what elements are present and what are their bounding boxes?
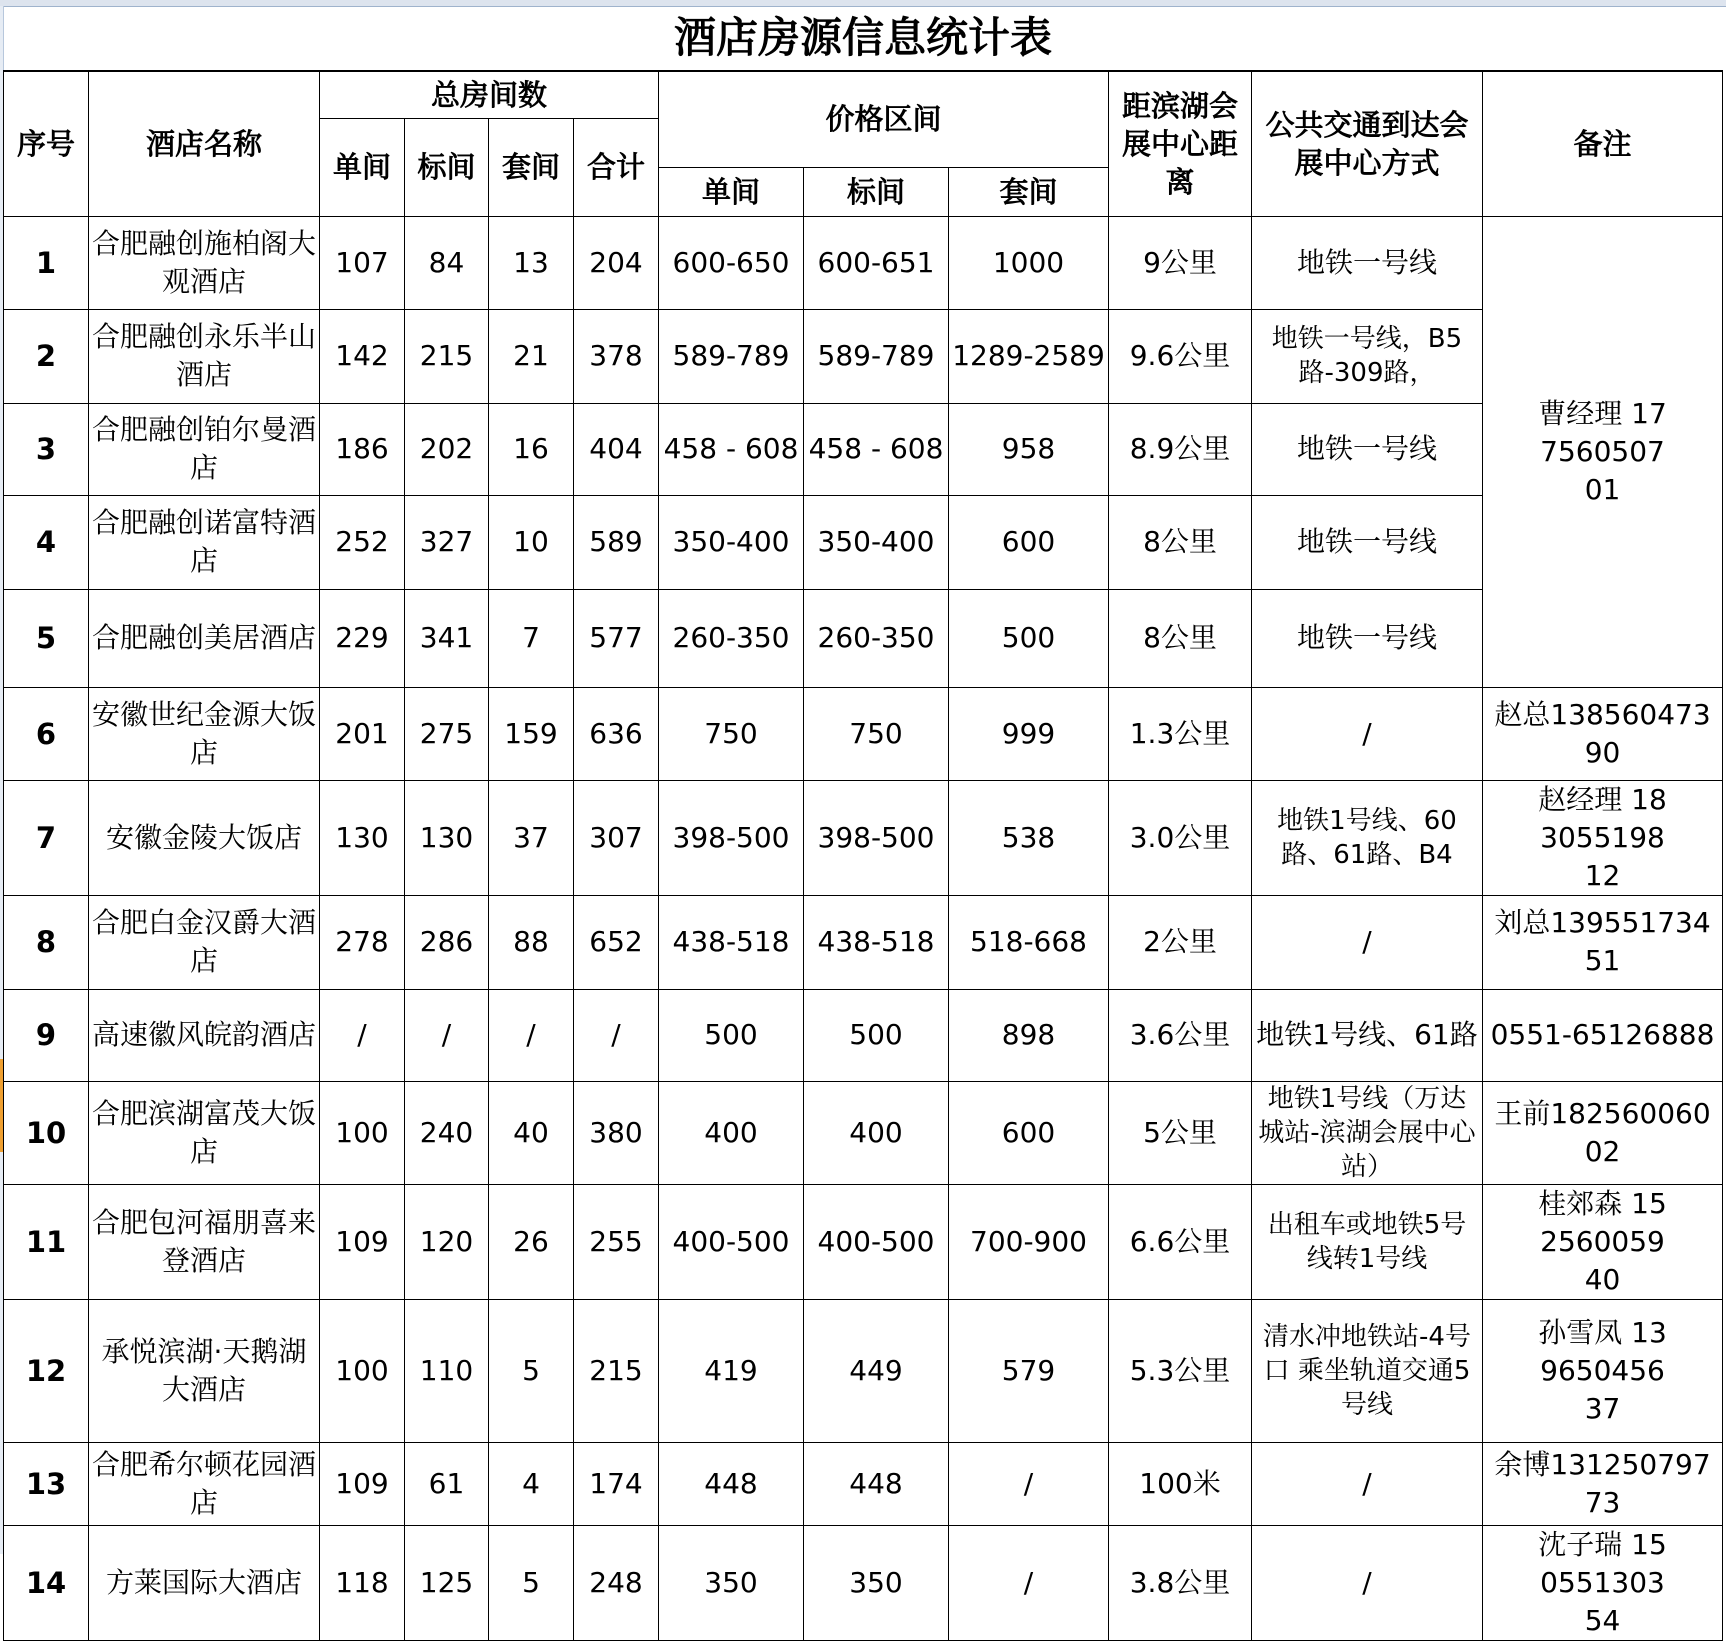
cell-transit[interactable]: 地铁一号线 (1252, 589, 1483, 687)
cell-rooms-standard[interactable]: 327 (405, 495, 489, 589)
table-row (4, 780, 1723, 895)
cell-rooms-standard[interactable]: 120 (405, 1184, 489, 1299)
table-row (4, 1442, 1723, 1525)
cell-transit[interactable]: 地铁1号线、60路、61路、B4 (1252, 780, 1483, 895)
cell-rooms-total[interactable]: 204 (574, 216, 659, 309)
cell-price-suite[interactable]: 999 (949, 687, 1109, 780)
cell-rooms-suite[interactable]: 159 (489, 687, 574, 780)
cell-seq[interactable]: 4 (4, 495, 89, 589)
cell-price-suite[interactable]: 500 (949, 589, 1109, 687)
cell-distance[interactable]: 9公里 (1109, 216, 1252, 309)
cell-distance[interactable]: 8.9公里 (1109, 403, 1252, 495)
cell-price-suite[interactable]: / (949, 1442, 1109, 1525)
table-row (4, 1184, 1723, 1299)
cell-rooms-total[interactable]: 652 (574, 895, 659, 989)
table-title: 酒店房源信息统计表 (4, 6, 1723, 71)
cell-rooms-single[interactable]: 142 (320, 309, 405, 403)
cell-rooms-standard[interactable]: 110 (405, 1299, 489, 1442)
cell-rooms-single[interactable]: 229 (320, 589, 405, 687)
table-row (4, 1081, 1723, 1184)
header-price-single[interactable]: 单间 (659, 167, 804, 216)
cell-price-single[interactable]: 400-500 (659, 1184, 804, 1299)
cell-note[interactable]: 0551-65126888 (1483, 989, 1723, 1081)
hotel-statistics-table (3, 6, 1723, 1641)
cell-rooms-single[interactable]: 252 (320, 495, 405, 589)
cell-price-suite[interactable]: / (949, 1525, 1109, 1640)
table-row (4, 1525, 1723, 1640)
cell-hotel-name[interactable]: 合肥融创美居酒店 (89, 589, 320, 687)
cell-rooms-total[interactable]: 307 (574, 780, 659, 895)
cell-price-suite[interactable]: 538 (949, 780, 1109, 895)
cell-rooms-standard[interactable]: / (405, 989, 489, 1081)
cell-rooms-suite[interactable]: 16 (489, 403, 574, 495)
cell-rooms-suite[interactable]: 88 (489, 895, 574, 989)
cell-rooms-total[interactable]: 378 (574, 309, 659, 403)
cell-rooms-total[interactable]: 636 (574, 687, 659, 780)
cell-hotel-name[interactable]: 合肥融创永乐半山酒店 (89, 309, 320, 403)
header-total-rooms[interactable]: 总房间数 (320, 71, 659, 118)
cell-transit[interactable]: 地铁一号线，B5路-309路， (1252, 309, 1483, 403)
cell-rooms-suite[interactable]: / (489, 989, 574, 1081)
cell-rooms-standard[interactable]: 286 (405, 895, 489, 989)
cell-rooms-single[interactable]: 100 (320, 1081, 405, 1184)
cell-note[interactable]: 孙雪凤 13965045637 (1483, 1299, 1723, 1442)
cell-price-standard[interactable]: 600-651 (804, 216, 949, 309)
cell-price-single[interactable]: 438-518 (659, 895, 804, 989)
cell-price-standard[interactable]: 750 (804, 687, 949, 780)
cell-price-suite[interactable]: 898 (949, 989, 1109, 1081)
cell-note[interactable]: 余博13125079773 (1483, 1442, 1723, 1525)
cell-price-single[interactable]: 419 (659, 1299, 804, 1442)
cell-rooms-single[interactable]: 109 (320, 1184, 405, 1299)
cell-seq[interactable]: 6 (4, 687, 89, 780)
cell-rooms-suite[interactable]: 7 (489, 589, 574, 687)
cell-price-single[interactable]: 398-500 (659, 780, 804, 895)
cell-price-standard[interactable]: 400-500 (804, 1184, 949, 1299)
cell-price-single[interactable]: 589-789 (659, 309, 804, 403)
cell-rooms-standard[interactable]: 341 (405, 589, 489, 687)
cell-rooms-single[interactable]: / (320, 989, 405, 1081)
cell-rooms-total[interactable]: / (574, 989, 659, 1081)
cell-hotel-name[interactable]: 安徽金陵大饭店 (89, 780, 320, 895)
table-row (4, 1299, 1723, 1442)
cell-seq[interactable]: 1 (4, 216, 89, 309)
cell-hotel-name[interactable]: 高速徽风皖韵酒店 (89, 989, 320, 1081)
cell-distance[interactable]: 5.3公里 (1109, 1299, 1252, 1442)
cell-seq[interactable]: 10 (4, 1081, 89, 1184)
cell-seq[interactable]: 5 (4, 589, 89, 687)
cell-seq[interactable]: 14 (4, 1525, 89, 1640)
cell-price-standard[interactable]: 500 (804, 989, 949, 1081)
cell-price-standard[interactable]: 398-500 (804, 780, 949, 895)
cell-hotel-name[interactable]: 合肥包河福朋喜来登酒店 (89, 1184, 320, 1299)
cell-price-suite[interactable]: 1289-2589 (949, 309, 1109, 403)
cell-rooms-suite[interactable]: 5 (489, 1525, 574, 1640)
cell-price-standard[interactable]: 400 (804, 1081, 949, 1184)
cell-distance[interactable]: 3.0公里 (1109, 780, 1252, 895)
cell-rooms-total[interactable]: 577 (574, 589, 659, 687)
cell-transit[interactable]: / (1252, 895, 1483, 989)
cell-price-single[interactable]: 350-400 (659, 495, 804, 589)
cell-distance[interactable]: 5公里 (1109, 1081, 1252, 1184)
cell-note[interactable]: 赵经理 18305519812 (1483, 780, 1723, 895)
active-row-marker (0, 1059, 3, 1152)
cell-hotel-name[interactable]: 安徽世纪金源大饭店 (89, 687, 320, 780)
cell-transit[interactable]: 地铁1号线、61路 (1252, 989, 1483, 1081)
cell-rooms-single[interactable]: 278 (320, 895, 405, 989)
header-price-standard[interactable]: 标间 (804, 167, 949, 216)
cell-seq[interactable]: 8 (4, 895, 89, 989)
header-seq[interactable]: 序号 (4, 71, 89, 216)
cell-price-suite[interactable]: 958 (949, 403, 1109, 495)
cell-rooms-suite[interactable]: 26 (489, 1184, 574, 1299)
cell-rooms-single[interactable]: 107 (320, 216, 405, 309)
cell-rooms-standard[interactable]: 130 (405, 780, 489, 895)
cell-price-standard[interactable]: 458 - 608 (804, 403, 949, 495)
cell-price-single[interactable]: 400 (659, 1081, 804, 1184)
cell-price-standard[interactable]: 350-400 (804, 495, 949, 589)
cell-distance[interactable]: 3.6公里 (1109, 989, 1252, 1081)
cell-distance[interactable]: 9.6公里 (1109, 309, 1252, 403)
cell-seq[interactable]: 9 (4, 989, 89, 1081)
cell-rooms-total[interactable]: 248 (574, 1525, 659, 1640)
cell-price-suite[interactable]: 700-900 (949, 1184, 1109, 1299)
cell-rooms-single[interactable]: 118 (320, 1525, 405, 1640)
cell-distance[interactable]: 3.8公里 (1109, 1525, 1252, 1640)
cell-price-single[interactable]: 448 (659, 1442, 804, 1525)
cell-rooms-total[interactable]: 174 (574, 1442, 659, 1525)
cell-hotel-name[interactable]: 合肥希尔顿花园酒店 (89, 1442, 320, 1525)
cell-seq[interactable]: 12 (4, 1299, 89, 1442)
table-row (4, 589, 1723, 687)
cell-rooms-suite[interactable]: 40 (489, 1081, 574, 1184)
cell-rooms-single[interactable]: 186 (320, 403, 405, 495)
cell-hotel-name[interactable]: 方莱国际大酒店 (89, 1525, 320, 1640)
cell-note[interactable]: 赵总13856047390 (1483, 687, 1723, 780)
cell-note[interactable]: 桂郊森 15256005940 (1483, 1184, 1723, 1299)
cell-price-standard[interactable]: 438-518 (804, 895, 949, 989)
cell-distance[interactable]: 100米 (1109, 1442, 1252, 1525)
cell-hotel-name[interactable]: 合肥融创诺富特酒店 (89, 495, 320, 589)
cell-rooms-single[interactable]: 130 (320, 780, 405, 895)
cell-price-single[interactable]: 750 (659, 687, 804, 780)
cell-rooms-standard[interactable]: 215 (405, 309, 489, 403)
cell-transit[interactable]: / (1252, 687, 1483, 780)
header-distance[interactable]: 距滨湖会展中心距离 (1109, 71, 1252, 216)
header-price-range[interactable]: 价格区间 (659, 71, 1109, 167)
table-row (4, 687, 1723, 780)
cell-rooms-total[interactable]: 215 (574, 1299, 659, 1442)
header-hotel-name[interactable]: 酒店名称 (89, 71, 320, 216)
cell-rooms-standard[interactable]: 240 (405, 1081, 489, 1184)
cell-rooms-suite[interactable]: 21 (489, 309, 574, 403)
cell-hotel-name[interactable]: 合肥白金汉爵大酒店 (89, 895, 320, 989)
cell-rooms-standard[interactable]: 61 (405, 1442, 489, 1525)
cell-seq[interactable]: 3 (4, 403, 89, 495)
cell-rooms-standard[interactable]: 125 (405, 1525, 489, 1640)
table-row (4, 216, 1723, 309)
cell-seq[interactable]: 7 (4, 780, 89, 895)
cell-transit[interactable]: 地铁一号线 (1252, 495, 1483, 589)
header-price-suite[interactable]: 套间 (949, 167, 1109, 216)
cell-seq[interactable]: 11 (4, 1184, 89, 1299)
cell-price-single[interactable]: 500 (659, 989, 804, 1081)
cell-transit[interactable]: 出租车或地铁5号线转1号线 (1252, 1184, 1483, 1299)
cell-rooms-total[interactable]: 380 (574, 1081, 659, 1184)
cell-price-single[interactable]: 600-650 (659, 216, 804, 309)
cell-price-single[interactable]: 350 (659, 1525, 804, 1640)
header-note[interactable]: 备注 (1483, 71, 1723, 216)
cell-rooms-total[interactable]: 255 (574, 1184, 659, 1299)
cell-price-suite[interactable]: 600 (949, 495, 1109, 589)
cell-transit[interactable]: 清水冲地铁站-4号口 乘坐轨道交通5号线 (1252, 1299, 1483, 1442)
cell-rooms-single[interactable]: 109 (320, 1442, 405, 1525)
cell-note[interactable]: 王前18256006002 (1483, 1081, 1723, 1184)
header-rooms-single[interactable]: 单间 (320, 118, 405, 216)
cell-note-merged[interactable]: 曹经理 17756050701 (1483, 216, 1723, 687)
header-rooms-suite[interactable]: 套间 (489, 118, 574, 216)
cell-price-standard[interactable]: 589-789 (804, 309, 949, 403)
cell-price-suite[interactable]: 518-668 (949, 895, 1109, 989)
cell-distance[interactable]: 6.6公里 (1109, 1184, 1252, 1299)
table-row (4, 309, 1723, 403)
cell-note[interactable]: 刘总13955173451 (1483, 895, 1723, 989)
cell-transit[interactable]: 地铁一号线 (1252, 403, 1483, 495)
cell-rooms-suite[interactable]: 37 (489, 780, 574, 895)
cell-rooms-suite[interactable]: 10 (489, 495, 574, 589)
cell-price-suite[interactable]: 600 (949, 1081, 1109, 1184)
cell-hotel-name[interactable]: 合肥滨湖富茂大饭店 (89, 1081, 320, 1184)
cell-hotel-name[interactable]: 合肥融创施柏阁大观酒店 (89, 216, 320, 309)
cell-rooms-suite[interactable]: 13 (489, 216, 574, 309)
cell-hotel-name[interactable]: 合肥融创铂尔曼酒店 (89, 403, 320, 495)
header-rooms-total[interactable]: 合计 (574, 118, 659, 216)
cell-rooms-suite[interactable]: 5 (489, 1299, 574, 1442)
cell-rooms-total[interactable]: 404 (574, 403, 659, 495)
header-rooms-standard[interactable]: 标间 (405, 118, 489, 216)
cell-seq[interactable]: 13 (4, 1442, 89, 1525)
cell-seq[interactable]: 2 (4, 309, 89, 403)
cell-rooms-total[interactable]: 589 (574, 495, 659, 589)
cell-distance[interactable]: 2公里 (1109, 895, 1252, 989)
cell-rooms-standard[interactable]: 275 (405, 687, 489, 780)
table-row (4, 403, 1723, 495)
table-row (4, 495, 1723, 589)
cell-rooms-suite[interactable]: 4 (489, 1442, 574, 1525)
cell-rooms-single[interactable]: 201 (320, 687, 405, 780)
cell-price-standard[interactable]: 260-350 (804, 589, 949, 687)
cell-price-suite[interactable]: 579 (949, 1299, 1109, 1442)
cell-rooms-standard[interactable]: 202 (405, 403, 489, 495)
cell-note[interactable]: 沈子瑞 15055130354 (1483, 1525, 1723, 1640)
cell-price-standard[interactable]: 449 (804, 1299, 949, 1442)
cell-price-standard[interactable]: 350 (804, 1525, 949, 1640)
table-row (4, 989, 1723, 1081)
cell-rooms-standard[interactable]: 84 (405, 216, 489, 309)
cell-distance[interactable]: 1.3公里 (1109, 687, 1252, 780)
cell-transit[interactable]: / (1252, 1525, 1483, 1640)
cell-price-single[interactable]: 260-350 (659, 589, 804, 687)
cell-transit[interactable]: 地铁1号线（万达城站-滨湖会展中心站） (1252, 1081, 1483, 1184)
cell-price-single[interactable]: 458 - 608 (659, 403, 804, 495)
cell-transit[interactable]: 地铁一号线 (1252, 216, 1483, 309)
cell-price-suite[interactable]: 1000 (949, 216, 1109, 309)
cell-distance[interactable]: 8公里 (1109, 589, 1252, 687)
table-row (4, 895, 1723, 989)
cell-transit[interactable]: / (1252, 1442, 1483, 1525)
cell-price-standard[interactable]: 448 (804, 1442, 949, 1525)
header-transit[interactable]: 公共交通到达会展中心方式 (1252, 71, 1483, 216)
cell-hotel-name[interactable]: 承悦滨湖·天鹅湖大酒店 (89, 1299, 320, 1442)
cell-distance[interactable]: 8公里 (1109, 495, 1252, 589)
cell-rooms-single[interactable]: 100 (320, 1299, 405, 1442)
